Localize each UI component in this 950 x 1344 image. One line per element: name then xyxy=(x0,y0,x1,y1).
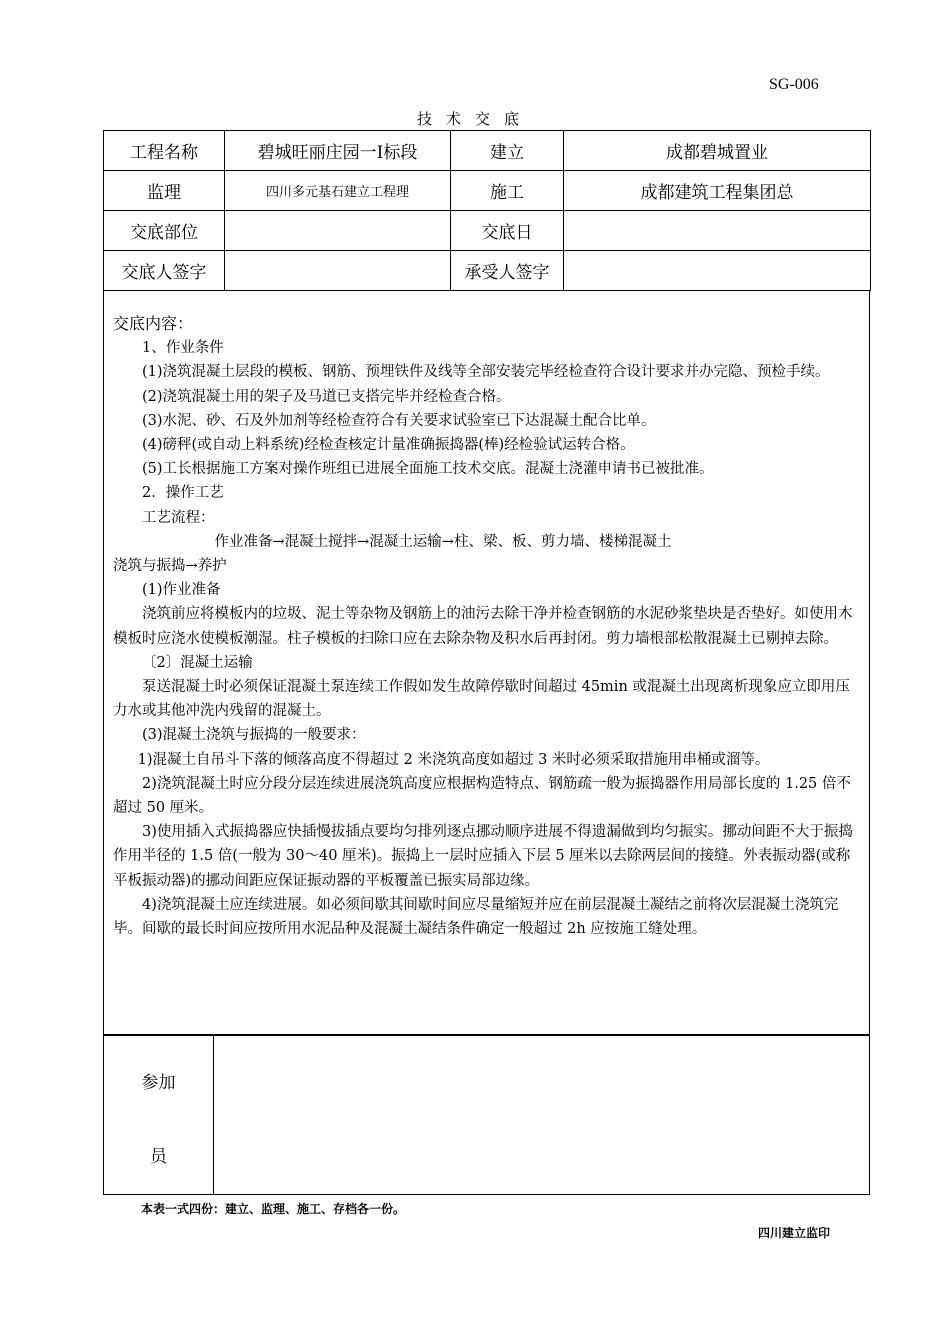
construction-value: 成都建筑工程集团总 xyxy=(564,171,871,211)
participants-box xyxy=(103,1035,870,1195)
content-line: 〔2〕混凝土运输 xyxy=(142,654,253,671)
content-line: 浇筑前应将模板内的垃圾、泥土等杂物及钢筋上的油污去除干净并检查钢筋的水泥砂浆垫块是否垫好。如使用木模板时应浇水使模板潮湿。柱子模板的扫除口应在去除杂物及积水后再封闭。剪力墙根部松散混凝土已剔掉去除。 xyxy=(113,606,853,647)
content-line: (3)水泥、砂、石及外加剂等经检查符合有关要求试验室已下达混凝土配合比单。 xyxy=(142,412,656,429)
content-line: 4)浇筑混凝土应连续进展。如必须间歇其间歇时间应尽量缩短并应在前层混凝土凝结之前将次层混凝土浇筑完毕。间歇的最长时间应按所用水泥品种及混凝土凝结条件确定一般超过 2h 应按施工缝处理。 xyxy=(113,896,839,938)
builder-value: 成都碧城置业 xyxy=(564,131,871,171)
page-title: 技术交底 xyxy=(416,110,533,128)
content-line: (1)作业准备 xyxy=(142,582,221,599)
project-label: 工程名称 xyxy=(104,131,225,171)
content-line: (5)工长根据施工方案对操作班组已进展全面施工技术交底。混凝土浇灌申请书已被批准。 xyxy=(142,461,714,478)
process-flow: 作业准备→混凝土搅拌→混凝土运输→柱、梁、板、剪力墙、楼梯混凝土 xyxy=(214,533,672,550)
content-line: 2)浇筑混凝土时应分段分层连续进展浇筑高度应根据构造特点、钢筋疏一般为振捣器作用局部长度的 1.25 倍不超过 50 厘米。 xyxy=(113,775,851,817)
content-line: 3)使用插入式振捣器应快插慢拔插点要均匀排列逐点挪动顺序进展不得遗漏做到均匀振实。挪动间距不大于振捣作用半径的 1.5 倍(一般为 30～40 厘米)。振捣上一层时应插入下层 5 厘米以去除两层间的接缝。外表振动器(或称平板振动器)的挪动间距应保证振动器的平板覆盖已振实局部边缘。 xyxy=(113,824,853,889)
content-line: 泵送混凝土时必须保证混凝土泵连续工作假如发生故障停歇时间超过 45min 或混凝土出现离析现象应立即用压力水或其他冲洗内残留的混凝土。 xyxy=(113,679,850,720)
signer-label: 交底人签字 xyxy=(104,251,225,291)
construction-label: 施工 xyxy=(451,171,564,211)
supervisor-label: 监理 xyxy=(104,171,225,211)
participants-label-top: 参加 xyxy=(141,1073,176,1093)
content-line: (3)混凝土浇筑与振捣的一般要求： xyxy=(142,727,366,744)
content-box xyxy=(103,290,870,1035)
stamp-text: 四川建立监印 xyxy=(758,1226,831,1240)
receiver-label: 承受人签字 xyxy=(451,251,564,291)
participants-label-cell xyxy=(104,1036,214,1194)
form-code: SG-006 xyxy=(769,76,819,93)
content-line: 工艺流程： xyxy=(142,509,215,526)
content-line: (4)磅秤(或自动上料系统)经检查核定计量准确振捣器(棒)经检验试运转合格。 xyxy=(142,437,635,454)
content-line: (2)浇筑混凝土用的架子及马道已支搭完毕并经检查合格。 xyxy=(142,388,511,405)
header-table xyxy=(103,130,871,291)
participants-label-bottom: 员 xyxy=(150,1147,167,1167)
part-label: 交底部位 xyxy=(104,211,225,251)
supervisor-value: 四川多元基石建立工程理 xyxy=(225,171,451,211)
date-label: 交底日 xyxy=(451,211,564,251)
content-line: 1、作业条件 xyxy=(142,340,224,357)
part-value[interactable] xyxy=(225,211,451,251)
content-line: 2．操作工艺 xyxy=(142,485,224,502)
project-value: 碧城旺丽庄园一Ⅰ标段 xyxy=(225,131,451,171)
content-heading: 交底内容： xyxy=(113,314,194,333)
builder-label: 建立 xyxy=(451,131,564,171)
process-flow-cont: 浇筑与振捣→养护 xyxy=(113,558,227,575)
receiver-value[interactable] xyxy=(564,251,871,291)
signer-value[interactable] xyxy=(225,251,451,291)
content-line: 1)混凝土自吊斗下落的倾落高度不得超过 2 米浇筑高度如超过 3 米时必须采取措施用串桶或溜等。 xyxy=(137,751,770,768)
footer-note: 本表一式四份：建立、监理、施工、存档各一份。 xyxy=(141,1202,406,1216)
table-row xyxy=(104,171,871,211)
content-line: (1)浇筑混凝土层段的模板、钢筋、预埋铁件及线等全部安装完毕经检查符合设计要求并办完隐、预检手续。 xyxy=(142,364,830,381)
table-row xyxy=(104,251,871,291)
date-value[interactable] xyxy=(564,211,871,251)
table-row xyxy=(104,211,871,251)
table-row xyxy=(104,131,871,171)
